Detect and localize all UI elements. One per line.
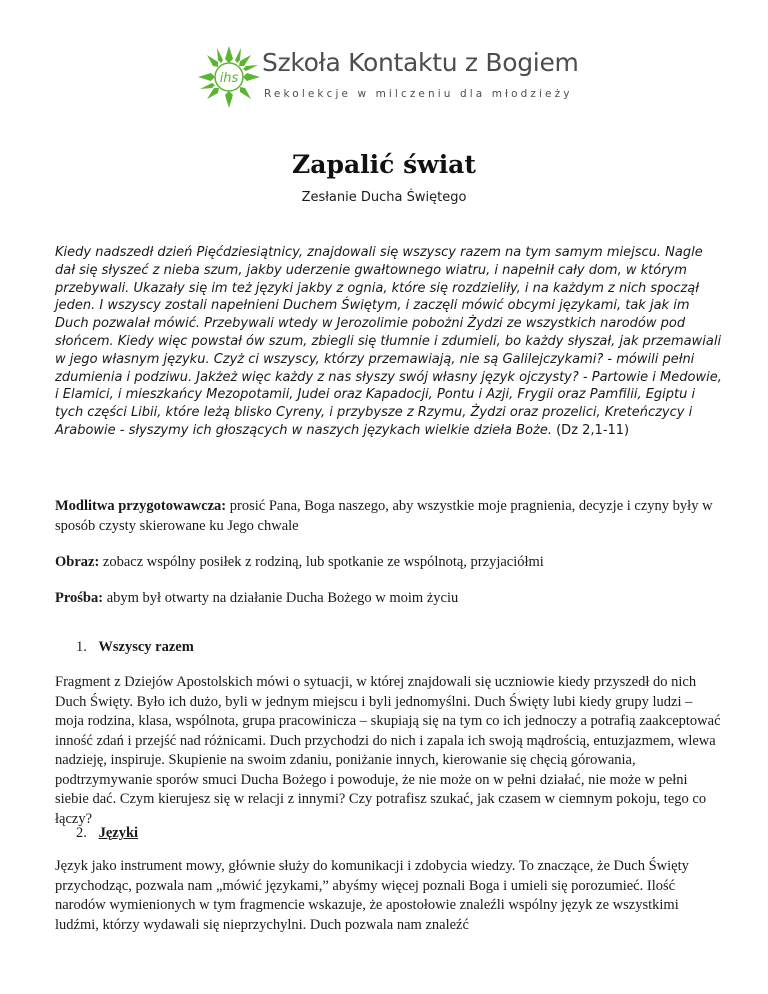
request-label: Prośba: bbox=[55, 590, 104, 606]
image-text: zobacz wspólny posiłek z rodziną, lub spotkanie ze wspólnotą, przyjaciółmi bbox=[102, 554, 544, 570]
logo-mark-text: ihs bbox=[219, 71, 239, 86]
page-title: Zapalić świat bbox=[292, 150, 476, 179]
section-body-2: Język jako instrument mowy, głównie służy do komunikacji i zdobycia wiedzy. To znaczące, że Duch Święty przychodząc, pozwala nam „mówić językami,” abyśmy więcej poznali Boga i umieli się porozumieć. Ilość narodów wymienionych w tym fragmencie wskazuje, że apostołowie znaleźli wspólny język ze wszystkimi ludźmi, którzy wydawali się nieprzychylni. Duch pozwala nam znaleźć bbox=[55, 858, 689, 933]
section-title: Języki bbox=[98, 825, 139, 841]
section-number: 1. bbox=[76, 639, 87, 655]
request-paragraph bbox=[55, 589, 725, 609]
scripture-reference: (Dz 2,1-11) bbox=[556, 422, 630, 438]
request-text: abym był otwarty na działanie Ducha Bożego w moim życiu bbox=[106, 590, 459, 606]
flame-ring-logo-icon bbox=[196, 44, 262, 110]
prayer-paragraph bbox=[55, 497, 725, 536]
image-paragraph bbox=[55, 553, 725, 573]
page-subtitle: Zesłanie Ducha Świętego bbox=[301, 190, 467, 205]
prayer-text: prosić Pana, Boga naszego, aby wszystkie moje pragnienia, decyzje i czyny były w sposób czysty skierowane ku Jego chwale bbox=[55, 498, 713, 534]
section-title: Wszyscy razem bbox=[98, 639, 194, 655]
logo-title: Szkoła Kontaktu z Bogiem bbox=[262, 48, 579, 77]
scripture-quote bbox=[55, 244, 723, 440]
section-heading-2 bbox=[76, 825, 138, 842]
section-body-1: Fragment z Dziejów Apostolskich mówi o sytuacji, w której znajdowali się uczniowie kiedy przyszedł do nich Duch Święty. Było ich dużo, byli w jednym miejscu i byli jednomyślni. Duch Święty lubi kiedy grupy ludzi – moja rodzina, klasa, wspólnota, grupa pracowinicza – skupiają się na tym co ich jednoczy a potrafią zaakceptować inność zdań i przejść nad różnicami. Duch przychodzi do nich i zapala ich swoją mądrością, entuzjazmem, wlewa nadzieję, inspiruje. Skupienie na swoim zdaniu, poniżanie innych, kierowanie się chęcią górowania, podtrzymywanie sporów smuci Ducha Bożego i powoduje, że nie może on w pełni działać, nie może w pełni siebie dać. Czym kierujesz się w relacji z innymi? Czy potrafisz szukać, jak czasem w ciemnym pokoju, tego co łączy? bbox=[55, 674, 721, 827]
prayer-label: Modlitwa przygotowawcza: bbox=[55, 498, 227, 514]
section-number: 2. bbox=[76, 825, 87, 841]
section-heading-1 bbox=[76, 639, 194, 656]
scripture-text: Kiedy nadszedł dzień Pięćdziesiątnicy, znajdowali się wszyscy razem na tym samym miejscu. Nagle dał się słyszeć z nieba szum, jakby uderzenie gwałtownego wiatru, i napełnił cały dom, w którym przebywali. Ukazały się im też języki jakby z ognia, które się rozdzieliły, i na każdym z nich spoczął jeden. I wszyscy zostali napełnieni Duchem Świętym, i zaczęli mówić obcymi językami, tak jak im Duch pozwalał mówić. Przebywali wtedy w Jerozolimie pobożni Żydzi ze wszystkich narodów pod słońcem. Kiedy więc powstał ów szum, zbiegli się tłumnie i zdumieli, bo każdy słyszał, jak przemawiali w jego własnym języku. Czyż ci wszyscy, którzy przemawiają, nie są Galilejczykami? - mówili pełni zdumienia i podziwu. Jakżeż więc każdy z nas słyszy swój własny język ojczysty? - Partowie i Medowie, i Elamici, i mieszkańcy Mezopotamii, Judei oraz Kapadocji, Pontu i Azji, Frygii oraz Pamfilii, Egiptu i tych części Libii, które leżą blisko Cyreny, i przybysze z Rzymu, Żydzi oraz prozelici, Kreteńczycy i Arabowie - słyszymy ich głoszących w naszych językach wielkie dzieła Boże. bbox=[55, 245, 722, 438]
logo bbox=[196, 44, 579, 124]
logo-subtitle: Rekolekcje w milczeniu dla młodzieży bbox=[264, 88, 573, 100]
image-label: Obraz: bbox=[55, 554, 100, 570]
